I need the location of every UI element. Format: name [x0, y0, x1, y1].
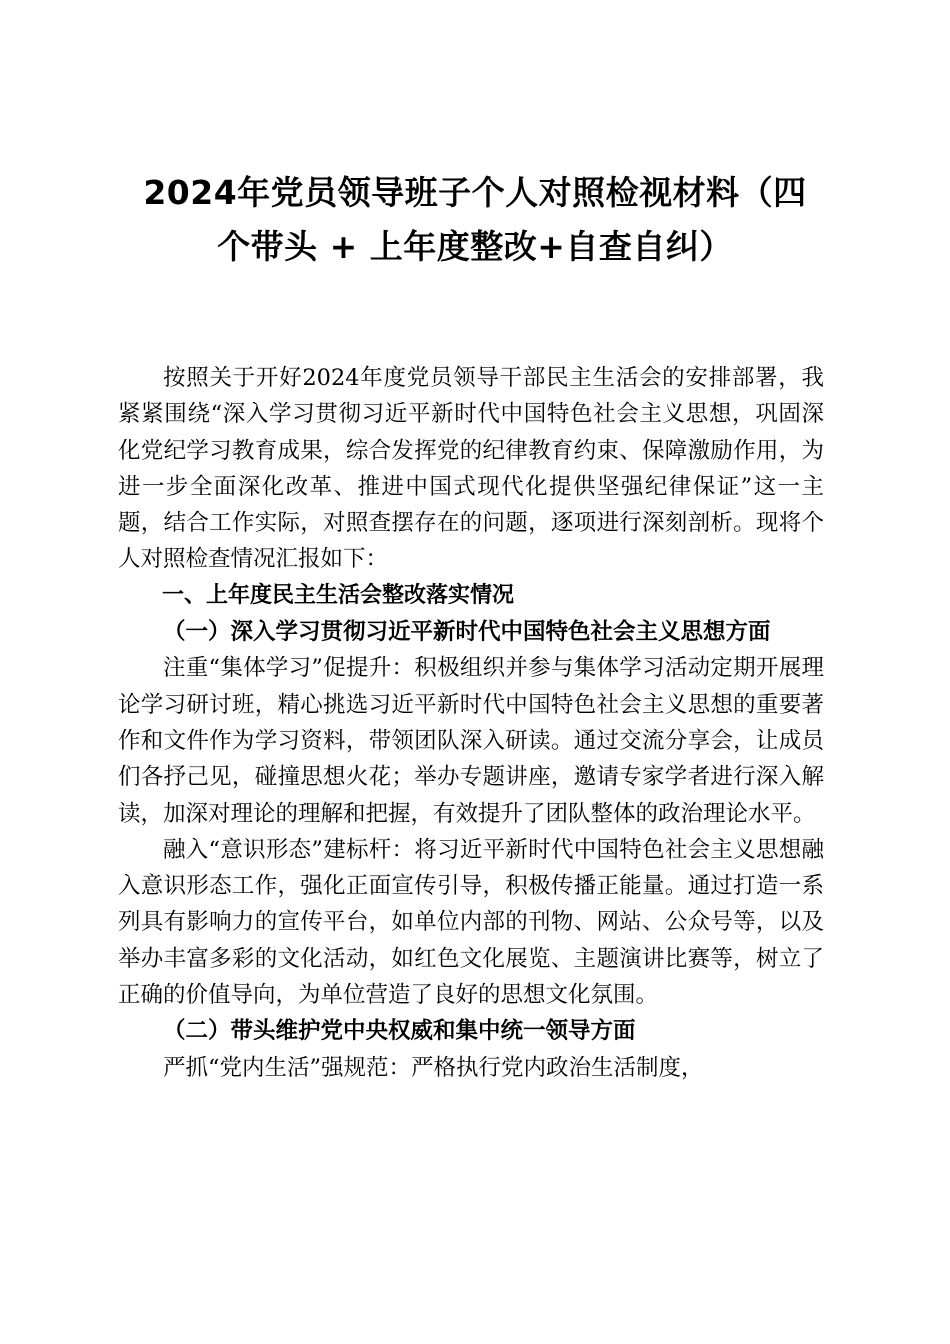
body-paragraph-collective-study: 注重“集体学习”促提升：积极组织并参与集体学习活动定期开展理论学习研讨班，精心挑选习近平新时代中国特色社会主义思想的重要著作和文件作为学习资料，带领团队深入研读。通过交流分享会，让成员们各抒己见，碰撞思想火花；举办专题讲座，邀请专家学者进行深入解读，加深对理论的理解和把握，有效提升了团队整体的政治理论水平。 — [118, 655, 824, 827]
document-body — [118, 360, 824, 1086]
body-paragraph-party-life: 严抓“党内生活”强规范：严格执行党内政治生活制度， — [163, 1054, 704, 1081]
intro-paragraph: 按照关于开好2024年度党员领导干部民主生活会的安排部署，我紧紧围绕“深入学习贯彻习近平新时代中国特色社会主义思想，巩固深化党纪学习教育成果，综合发挥党的纪律教育约束、保障激励作用，为进一步全面深化改革、推进中国式现代化提供坚强纪律保证”这一主题，结合工作实际，对照查摆存在的问题，逐项进行深刻剖析。现将个人对照检查情况汇报如下： — [118, 365, 824, 573]
subsection-heading-2: （二）带头维护党中央权威和集中统一领导方面 — [163, 1018, 636, 1045]
section-heading-1: 一、上年度民主生活会整改落实情况 — [162, 582, 515, 608]
title-line-1: 2024年党员领导班子个人对照检视材料（四 — [143, 173, 807, 212]
title-line-2: 个带头 + 上年度整改+自查自纠） — [217, 227, 733, 266]
body-paragraph-ideology: 融入“意识形态”建标杆：将习近平新时代中国特色社会主义思想融入意识形态工作，强化正面宣传引导，积极传播正能量。通过打造一系列具有影响力的宣传平台，如单位内部的刊物、网站、公众号等，以及举办丰富多彩的文化活动，如红色文化展览、主题演讲比赛等，树立了正确的价值导向，为单位营造了良好的思想文化氛围。 — [118, 836, 824, 1009]
subsection-heading-1: （一）深入学习贯彻习近平新时代中国特色社会主义思想方面 — [163, 619, 771, 646]
document-title — [118, 166, 832, 274]
